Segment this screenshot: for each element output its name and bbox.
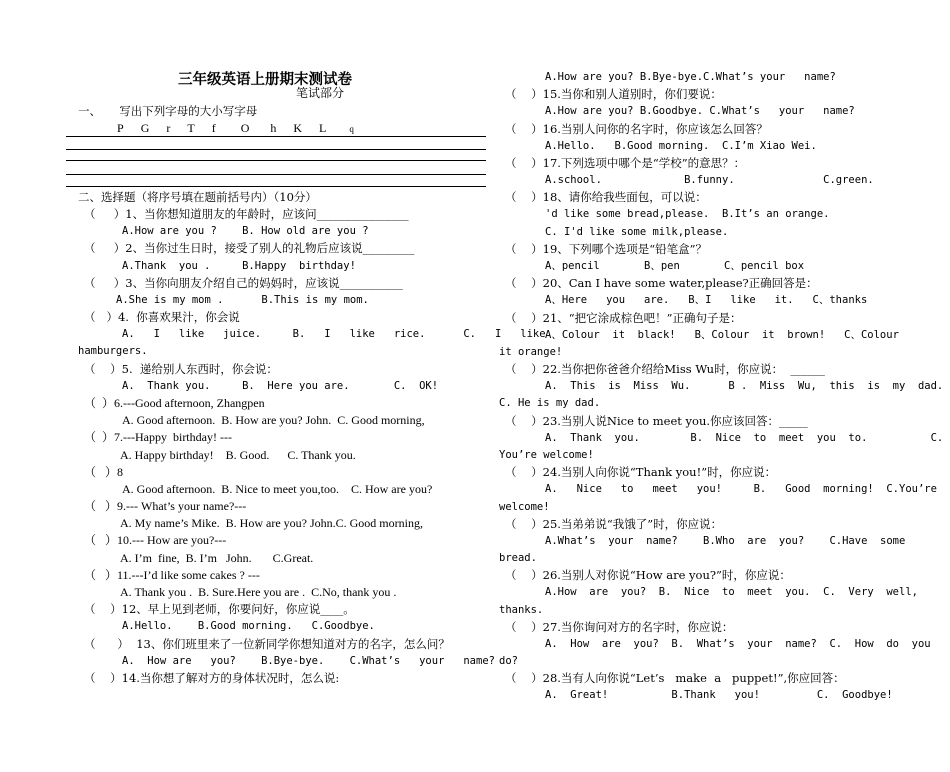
page-subtitle: 笔试部分 xyxy=(296,86,345,100)
letter: L xyxy=(319,121,327,135)
question-line: A. Thank you. B. Nice to meet you to. C. xyxy=(545,431,944,444)
writing-line xyxy=(66,174,486,175)
section2-heading: 二、选择题（将序号填在题前括号内）（10分） xyxy=(78,190,317,204)
question-line: （ ）4. 你喜欢果汁，你会说 xyxy=(84,310,240,325)
question-line: A.Hello. B.Good morning. C.Goodbye. xyxy=(122,620,375,633)
question-line: （ ）25.当弟弟说“我饿了”时，你应说： xyxy=(505,516,723,531)
question-line: welcome! xyxy=(499,500,550,513)
letter: r xyxy=(166,121,171,135)
question-line: A. Thank you . B. Sure.Here you are . C.No, thank you . xyxy=(120,584,397,599)
section1-heading: 一、 写出下列字母的大小写字母 xyxy=(78,104,258,118)
writing-line xyxy=(66,149,486,150)
question-line: do? xyxy=(499,655,518,668)
letters-row xyxy=(117,121,368,137)
writing-line xyxy=(66,136,486,137)
question-line: A. I like juice. B. I like rice. C. I like xyxy=(122,328,546,341)
question-line: （ ）6.---Good afternoon, Zhangpen xyxy=(84,395,265,410)
question-line: A.How are you? B. Nice to meet you. C. Very well, xyxy=(545,586,918,599)
question-line: A. Happy birthday! B. Good. C. Thank you. xyxy=(120,447,356,462)
letter: T xyxy=(187,121,195,135)
question-line: C. He is my dad. xyxy=(499,397,601,410)
question-line: （ ） 13、你们班里来了一位新同学你想知道对方的名字，怎么问？ xyxy=(84,636,450,651)
question-line: hamburgers. xyxy=(78,345,148,358)
question-line: C. I'd like some milk,please. xyxy=(545,225,729,238)
writing-line xyxy=(66,160,486,161)
question-line: thanks. xyxy=(499,603,544,616)
question-line: A. I’m fine, B. I’m John. C.Great. xyxy=(120,550,314,565)
question-line: （ ）16.当别人问你的名字时，你应该怎么回答？ xyxy=(505,121,768,136)
writing-line xyxy=(66,186,486,187)
question-line: bread. xyxy=(499,552,537,565)
question-line: （ ）9.--- What’s your name?--- xyxy=(84,499,247,514)
letter: q xyxy=(349,124,354,134)
question-line: （ ）19、下列哪个选项是“铅笔盒”？ xyxy=(505,241,708,256)
question-line: （ ）17.下列选项中哪个是“学校”的意思？： xyxy=(505,155,746,170)
question-line: （ ）11.---I’d like some cakes ? --- xyxy=(84,567,260,582)
question-line: （ ）18、请你给我些面包，可以说： xyxy=(505,190,707,205)
question-line: （ ）1、当你想知道朋友的年龄时，应该问________________ xyxy=(84,207,409,221)
question-line: 'd like some bread,please. B.It’s an orange. xyxy=(545,208,830,221)
question-line: （ ）12、早上见到老师，你要问好，你应说____。 xyxy=(84,602,355,617)
question-line: （ ）28.当有人向你说“Let’s make a puppet!”,你应回答： xyxy=(505,671,845,686)
question-line: A. My name’s Mike. B. How are you? John.C. Good morning, xyxy=(120,516,423,531)
letter: h xyxy=(270,121,277,135)
question-line: （ ）15.当你和别人道别时，你们要说： xyxy=(505,87,722,102)
question-line: A. How are you? B. What’s your name? C. How do you xyxy=(545,637,931,650)
question-line: A、Here you are. B、I like it. C、thanks xyxy=(545,294,868,307)
letter: P xyxy=(117,121,124,135)
question-line: （ ）8 xyxy=(84,464,124,479)
question-line: You’re welcome! xyxy=(499,448,594,461)
question-line: （ ）7.---Happy birthday! --- xyxy=(84,430,232,445)
letter: K xyxy=(293,121,303,135)
question-line: A.Hello. B.Good morning. C.I’m Xiao Wei. xyxy=(545,139,817,152)
question-line: A.Thank you . B.Happy birthday! xyxy=(122,259,356,272)
question-line: （ ）3、当你向朋友介绍自己的妈妈时，应该说___________ xyxy=(84,275,403,290)
question-line: it orange! xyxy=(499,345,563,358)
page-title: 三年级英语上册期末测试卷 xyxy=(178,71,352,88)
question-line: A.She is my mom . B.This is my mom. xyxy=(116,293,369,306)
question-line: （ ）5. 递给别人东西时，你会说： xyxy=(84,361,278,376)
question-line: A. How are you? B.Bye-bye. C.What’s your name? xyxy=(122,654,495,667)
question-line: A. This is Miss Wu. B . Miss Wu, this is my dad. xyxy=(545,380,944,393)
question-line: A.How are you? B.Goodbye. C.What’s your name? xyxy=(545,105,855,118)
question-line: A、Colour it black! B、Colour it brown! C、Colour xyxy=(545,328,899,341)
question-line: （ ）27.当你询问对方的名字时，你应说： xyxy=(505,619,734,634)
question-line: （ ）2、当你过生日时，接受了别人的礼物后应该说_________ xyxy=(84,241,415,256)
question-line: A. Good afternoon. B. Nice to meet you,too. C. How are you? xyxy=(122,481,433,496)
question-line: （ ）21、“把它涂成棕色吧！”正确句子是： xyxy=(505,310,742,325)
question-line: （ ）14.当你想了解对方的身体状况时，怎么说: xyxy=(84,670,340,685)
question-line: A.school. B.funny. C.green. xyxy=(545,174,874,187)
question-line: （ ）22.当你把你爸爸介绍给Miss Wu时，你应说： ______ xyxy=(505,362,825,377)
question-line: （ ）10.--- How are you?--- xyxy=(84,533,227,548)
question-line: （ ）26.当别人对你说“How are you?”时，你应说： xyxy=(505,568,791,583)
question-line: A、pencil B、pen C、pencil box xyxy=(545,259,805,272)
question-line: （ ）20、Can I have some water,please?正确回答是： xyxy=(505,276,818,291)
question-line: A.How are you ? B. How old are you ? xyxy=(122,225,369,238)
letter: O xyxy=(240,121,250,135)
question-line: A. Thank you. B. Here you are. C. OK! xyxy=(122,379,439,392)
question-line: A. Great! B.Thank you! C. Goodbye! xyxy=(545,689,893,702)
question-line: A. Nice to meet you! B. Good morning! C.You’re xyxy=(545,483,937,496)
question-line: （ ）23.当别人说Nice to meet you.你应该回答：_____ xyxy=(505,413,808,428)
question-line: A.How are you? B.Bye-bye.C.What’s your name? xyxy=(545,71,836,83)
letter: G xyxy=(140,121,150,135)
letter: f xyxy=(211,121,216,135)
question-line: （ ）24.当别人向你说“Thank you!”时，你应说： xyxy=(505,465,777,480)
question-line: A. Good afternoon. B. How are you? John. C. Good morning, xyxy=(122,413,425,428)
question-line: A.What’s your name? B.Who are you? C.Have some xyxy=(545,534,906,547)
